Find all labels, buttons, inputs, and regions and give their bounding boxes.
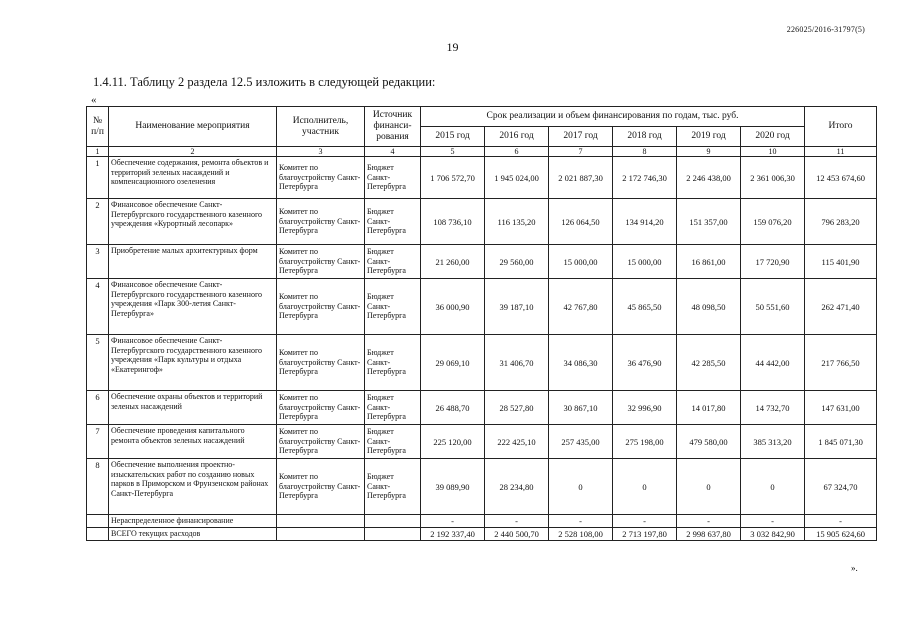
unallocated-row — [87, 515, 877, 528]
header-total: Итого — [805, 107, 877, 147]
row-value: 48 098,50 — [677, 279, 741, 335]
unallocated-label: Нераспределенное финансирование — [109, 515, 277, 528]
row-value: 36 000,90 — [421, 279, 485, 335]
header-year: 2020 год — [741, 127, 805, 147]
header-year: 2019 год — [677, 127, 741, 147]
financing-table — [86, 106, 877, 541]
total-value: 2 998 637,80 — [677, 528, 741, 541]
row-value: 28 234,80 — [485, 459, 549, 515]
row-total: 147 631,00 — [805, 391, 877, 425]
column-index: 1 — [87, 147, 109, 157]
row-value: 2 246 438,00 — [677, 157, 741, 199]
row-source: Бюджет Санкт-Петербурга — [365, 245, 421, 279]
row-source: Бюджет Санкт-Петербурга — [365, 335, 421, 391]
row-value: 29 069,10 — [421, 335, 485, 391]
row-source: Бюджет Санкт-Петербурга — [365, 425, 421, 459]
column-index: 4 — [365, 147, 421, 157]
header-name: Наименование мероприятия — [109, 107, 277, 147]
table-row — [87, 245, 877, 279]
table-row — [87, 425, 877, 459]
row-source: Бюджет Санкт-Петербурга — [365, 157, 421, 199]
row-value: 1 706 572,70 — [421, 157, 485, 199]
row-source: Бюджет Санкт-Петербурга — [365, 279, 421, 335]
open-quote: « — [91, 94, 97, 106]
row-value: 257 435,00 — [549, 425, 613, 459]
row-number: 7 — [87, 425, 109, 459]
total-value: 2 192 337,40 — [421, 528, 485, 541]
row-total: 1 845 071,30 — [805, 425, 877, 459]
row-source: Бюджет Санкт-Петербурга — [365, 199, 421, 245]
row-value: 45 865,50 — [613, 279, 677, 335]
row-name: Обеспечение проведения капитального ремонта объектов зеленых насаждений — [109, 425, 277, 459]
unallocated-value: - — [613, 515, 677, 528]
row-number: 3 — [87, 245, 109, 279]
row-value: 151 357,00 — [677, 199, 741, 245]
row-value: 0 — [677, 459, 741, 515]
table-row — [87, 335, 877, 391]
row-value: 50 551,60 — [741, 279, 805, 335]
row-name: Финансовое обеспечение Санкт-Петербургского государственного казенного учреждения «Парк 300-летия Санкт-Петербурга» — [109, 279, 277, 335]
row-name: Обеспечение содержания, ремонта объектов и территорий зеленых насаждений и компенсационного озеленения — [109, 157, 277, 199]
column-index: 6 — [485, 147, 549, 157]
row-name: Обеспечение выполнения проектно-изыскательских работ по созданию новых парков в Приморском и Фрунзенском районах Санкт-Петербурга — [109, 459, 277, 515]
row-executor: Комитет по благоустройству Санкт-Петербурга — [277, 279, 365, 335]
row-value: 21 260,00 — [421, 245, 485, 279]
row-value: 108 736,10 — [421, 199, 485, 245]
header-executor: Исполнитель, участник — [277, 107, 365, 147]
column-index: 10 — [741, 147, 805, 157]
column-index-row — [87, 147, 877, 157]
column-index: 11 — [805, 147, 877, 157]
row-number: 6 — [87, 391, 109, 425]
row-executor: Комитет по благоустройству Санкт-Петербурга — [277, 157, 365, 199]
empty-cell — [87, 528, 109, 541]
table-row — [87, 157, 877, 199]
document-id: 226025/2016-31797(5) — [786, 25, 865, 34]
column-index: 8 — [613, 147, 677, 157]
row-value: 14 732,70 — [741, 391, 805, 425]
row-value: 2 021 887,30 — [549, 157, 613, 199]
row-value: 14 017,80 — [677, 391, 741, 425]
header-number: № п/п — [87, 107, 109, 147]
row-executor: Комитет по благоустройству Санкт-Петербурга — [277, 425, 365, 459]
row-number: 8 — [87, 459, 109, 515]
row-value: 17 720,90 — [741, 245, 805, 279]
row-value: 39 187,10 — [485, 279, 549, 335]
page-number: 19 — [446, 40, 459, 54]
grand-total-value: 15 905 624,60 — [805, 528, 877, 541]
row-value: 222 425,10 — [485, 425, 549, 459]
total-row — [87, 528, 877, 541]
row-value: 0 — [741, 459, 805, 515]
row-value: 0 — [549, 459, 613, 515]
row-value: 275 198,00 — [613, 425, 677, 459]
row-executor: Комитет по благоустройству Санкт-Петербурга — [277, 391, 365, 425]
header-source: Источник финанси-рования — [365, 107, 421, 147]
row-total: 67 324,70 — [805, 459, 877, 515]
row-name: Обеспечение охраны объектов и территорий зеленых насаждений — [109, 391, 277, 425]
column-index: 9 — [677, 147, 741, 157]
row-value: 30 867,10 — [549, 391, 613, 425]
table-row — [87, 279, 877, 335]
row-value: 34 086,30 — [549, 335, 613, 391]
row-total: 217 766,50 — [805, 335, 877, 391]
row-value: 42 285,50 — [677, 335, 741, 391]
unallocated-value: - — [741, 515, 805, 528]
row-name: Финансовое обеспечение Санкт-Петербургского государственного казенного учреждения «Парк культуры и отдыха «Екатерингоф» — [109, 335, 277, 391]
row-value: 2 172 746,30 — [613, 157, 677, 199]
row-source: Бюджет Санкт-Петербурга — [365, 391, 421, 425]
row-value: 134 914,20 — [613, 199, 677, 245]
header-year: 2016 год — [485, 127, 549, 147]
row-name: Финансовое обеспечение Санкт-Петербургского государственного казенного учреждения «Курортный лесопарк» — [109, 199, 277, 245]
row-total: 796 283,20 — [805, 199, 877, 245]
row-number: 2 — [87, 199, 109, 245]
row-value: 15 000,00 — [613, 245, 677, 279]
unallocated-value: - — [805, 515, 877, 528]
row-total: 12 453 674,60 — [805, 157, 877, 199]
header-year: 2018 год — [613, 127, 677, 147]
unallocated-value: - — [421, 515, 485, 528]
row-number: 4 — [87, 279, 109, 335]
row-value: 479 580,00 — [677, 425, 741, 459]
row-value: 159 076,20 — [741, 199, 805, 245]
row-value: 39 089,90 — [421, 459, 485, 515]
row-number: 1 — [87, 157, 109, 199]
column-index: 5 — [421, 147, 485, 157]
row-source: Бюджет Санкт-Петербурга — [365, 459, 421, 515]
empty-cell — [277, 528, 365, 541]
empty-cell — [365, 528, 421, 541]
empty-cell — [277, 515, 365, 528]
table-row — [87, 459, 877, 515]
total-value: 2 440 500,70 — [485, 528, 549, 541]
row-value: 126 064,50 — [549, 199, 613, 245]
row-total: 115 401,90 — [805, 245, 877, 279]
row-total: 262 471,40 — [805, 279, 877, 335]
header-year: 2015 год — [421, 127, 485, 147]
row-value: 385 313,20 — [741, 425, 805, 459]
column-index: 7 — [549, 147, 613, 157]
column-index: 2 — [109, 147, 277, 157]
empty-cell — [87, 515, 109, 528]
total-value: 2 528 108,00 — [549, 528, 613, 541]
row-value: 2 361 006,30 — [741, 157, 805, 199]
row-value: 28 527,80 — [485, 391, 549, 425]
unallocated-value: - — [485, 515, 549, 528]
section-heading: 1.4.11. Таблицу 2 раздела 12.5 изложить в следующей редакции: — [93, 75, 436, 89]
row-value: 116 135,20 — [485, 199, 549, 245]
header-period: Срок реализации и объем финансирования по годам, тыс. руб. — [421, 107, 805, 127]
row-value: 31 406,70 — [485, 335, 549, 391]
row-executor: Комитет по благоустройству Санкт-Петербурга — [277, 245, 365, 279]
total-label: ВСЕГО текущих расходов — [109, 528, 277, 541]
row-name: Приобретение малых архитектурных форм — [109, 245, 277, 279]
row-value: 44 442,00 — [741, 335, 805, 391]
header-year: 2017 год — [549, 127, 613, 147]
row-value: 16 861,00 — [677, 245, 741, 279]
total-value: 2 713 197,80 — [613, 528, 677, 541]
empty-cell — [365, 515, 421, 528]
row-value: 26 488,70 — [421, 391, 485, 425]
unallocated-value: - — [677, 515, 741, 528]
unallocated-value: - — [549, 515, 613, 528]
row-executor: Комитет по благоустройству Санкт-Петербурга — [277, 199, 365, 245]
close-quote: ». — [851, 563, 858, 573]
row-value: 29 560,00 — [485, 245, 549, 279]
row-value: 42 767,80 — [549, 279, 613, 335]
column-index: 3 — [277, 147, 365, 157]
row-value: 0 — [613, 459, 677, 515]
table-row — [87, 391, 877, 425]
total-value: 3 032 842,90 — [741, 528, 805, 541]
row-value: 36 476,90 — [613, 335, 677, 391]
row-value: 225 120,00 — [421, 425, 485, 459]
row-executor: Комитет по благоустройству Санкт-Петербурга — [277, 459, 365, 515]
row-executor: Комитет по благоустройству Санкт-Петербурга — [277, 335, 365, 391]
table-row — [87, 199, 877, 245]
row-value: 32 996,90 — [613, 391, 677, 425]
row-value: 15 000,00 — [549, 245, 613, 279]
row-value: 1 945 024,00 — [485, 157, 549, 199]
row-number: 5 — [87, 335, 109, 391]
